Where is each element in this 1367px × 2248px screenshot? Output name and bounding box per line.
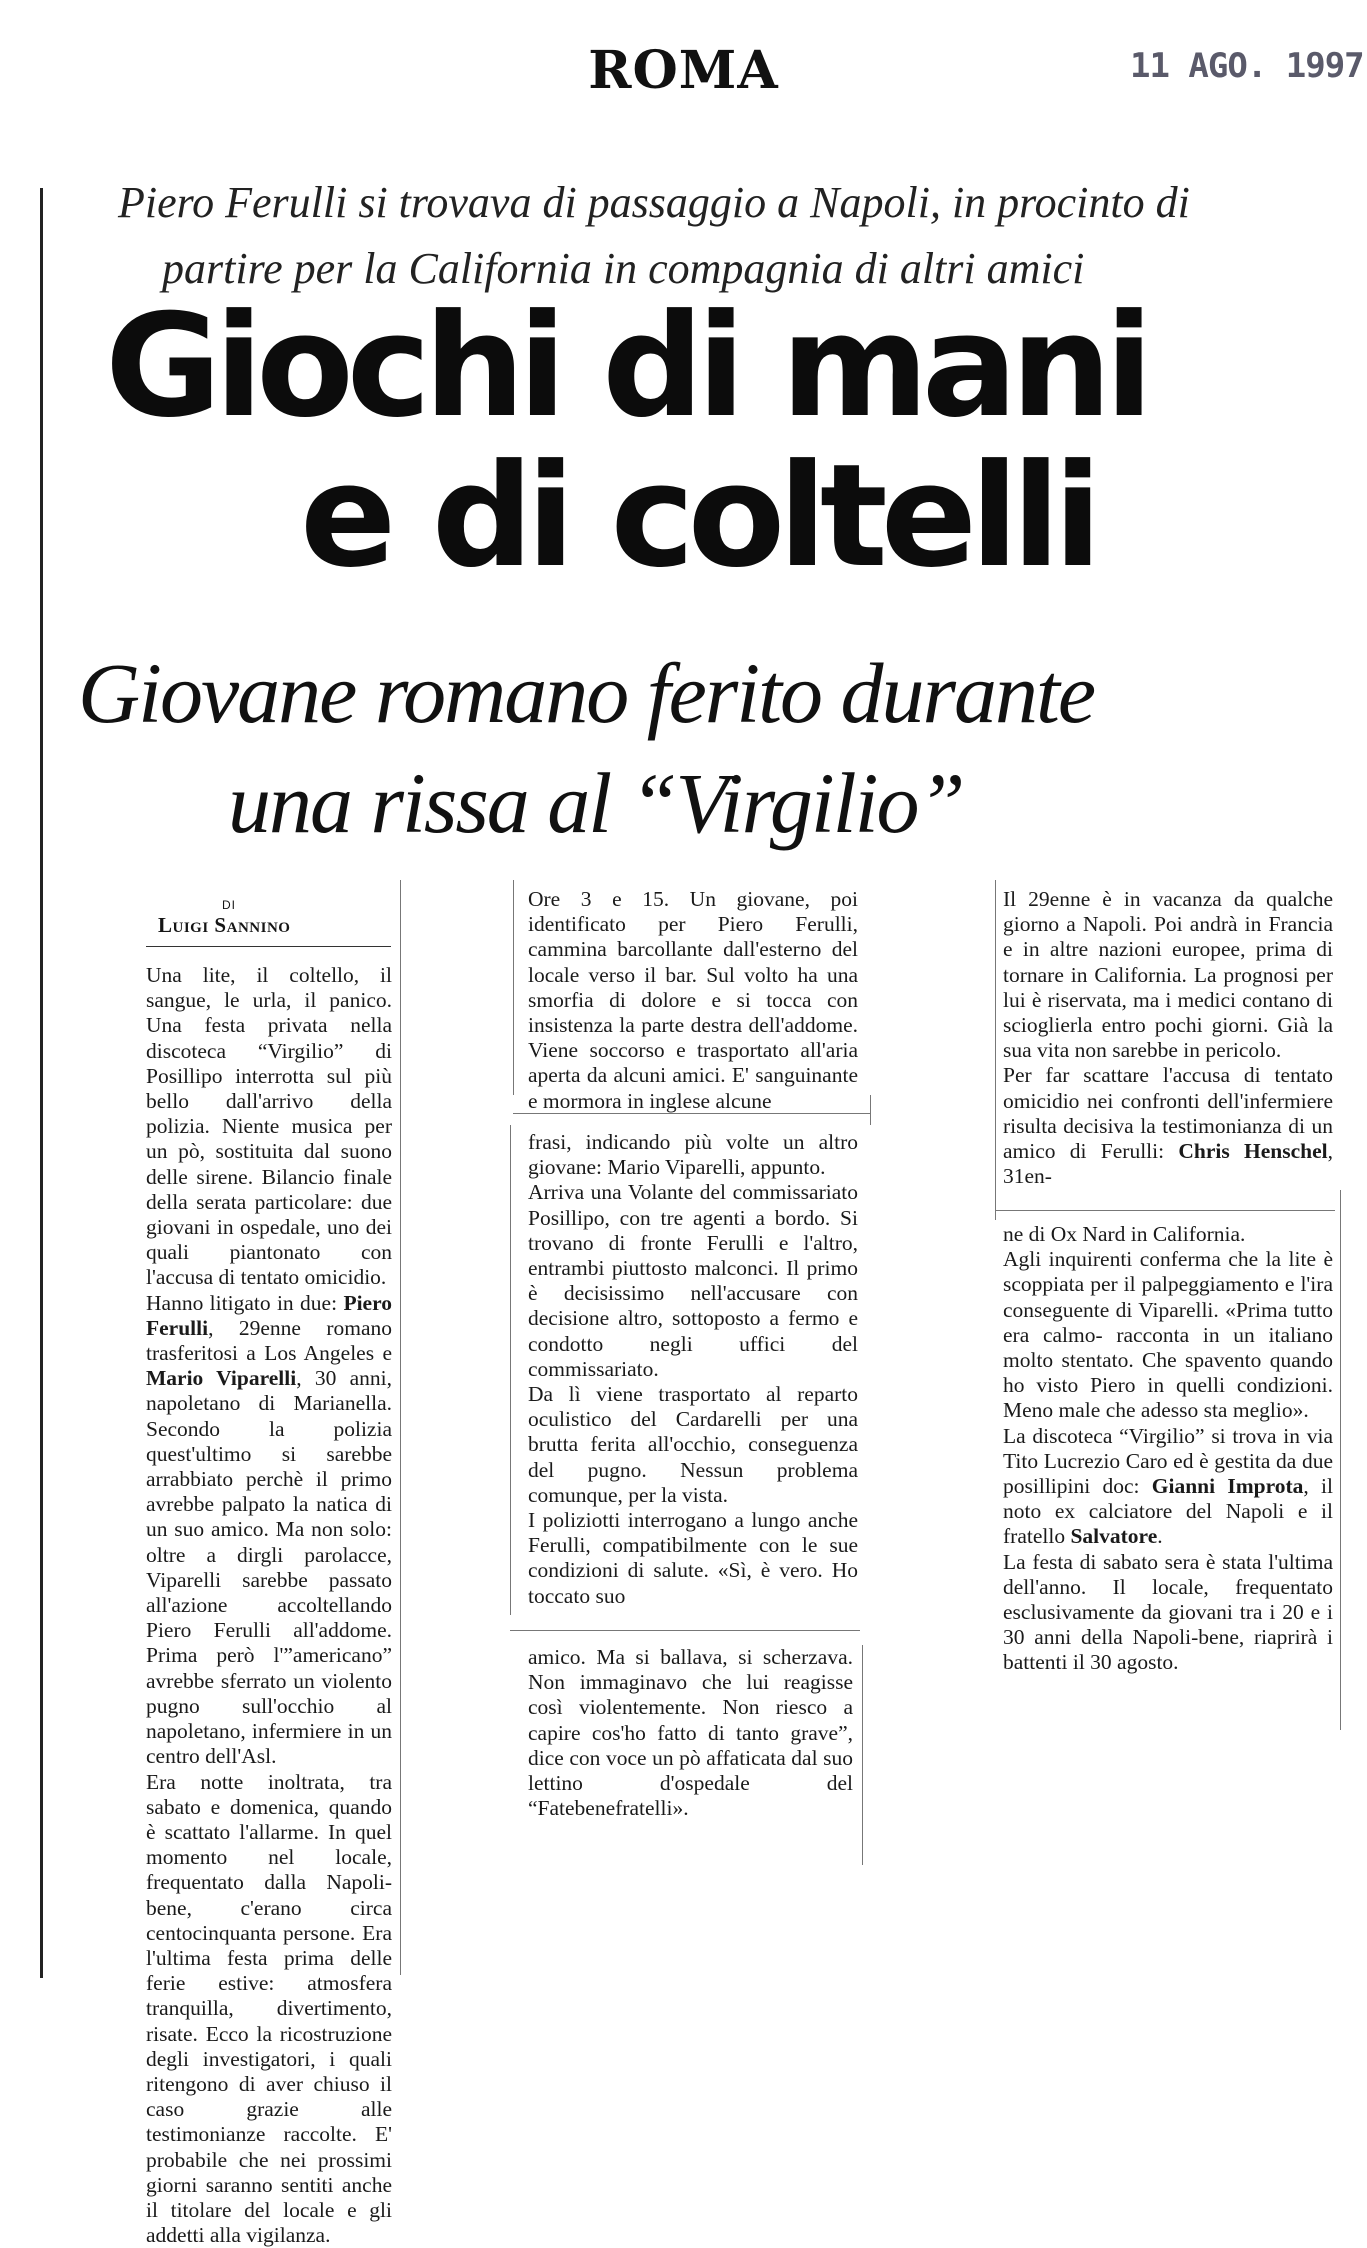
article-column-2-bottom [528,1645,853,1821]
masthead: ROMA [0,40,1367,101]
paragraph: Ore 3 e 15. Un giovane, poi identificato per Piero Ferulli, cammina barcollante dall'esterno del locale verso il bar. Sul volto ha una smorfia di dolore e si tocca con insistenza la parte destra dell'addome. Viene soccorso e trasportato all'aria aperta da alcuni amici. E' sanguinante e mormora in inglese alcune [528,887,858,1114]
person-name: Chris Henschel [1178,1139,1327,1163]
column-divider [1340,1190,1341,1730]
clip-edge [995,1210,1335,1211]
paragraph: Una lite, il coltello, il sangue, le urla, il panico. Una festa privata nella discoteca “Virgilio” di Posillipo interrotta sul più bello dall'arrivo della polizia. Niente musica per un pò, sostituita dal suono delle sirene. Bilancio finale della serata particolare: due giovani in ospedale, uno dei quali piantonato con l'accusa di tentato omicidio. [146,963,392,1291]
person-name: Mario Viparelli [146,1366,296,1390]
paragraph: La festa di sabato sera è stata l'ultima dell'anno. Il locale, frequentato esclusivamente da giovani tra i 20 e i 30 anni della Napoli-bene, riaprirà i battenti il 30 agosto. [1003,1550,1333,1676]
margin-rule [40,188,43,1978]
paragraph: La discoteca “Virgilio” si trova in via Tito Lucrezio Caro ed è gestita da due posillipini doc: Gianni Improta, il noto ex calciatore del Napoli e il fratello Salvatore. [1003,1424,1333,1550]
paragraph: Arriva una Volante del commissariato Posillipo, con tre agenti a bordo. Si trovano di fronte Ferulli e l'altro, entrambi piuttosto malconci. Il primo è decisissimo nell'accusare con decisione altro, sottoposto a fermo e condotto negli uffici del commissariato. [528,1180,858,1382]
column-divider [862,1645,863,1865]
headline-line-2: e di coltelli [105,442,1305,592]
column-divider [513,880,514,1095]
paragraph: Agli inquirenti conferma che la lite è scoppiata per il palpeggiamento e l'ira conseguente di Viparelli. «Prima tutto era calmo- racconta in un italiano molto stentato. Che spavento quando ho visto Piero in quelli condizioni. Meno male che adesso sta meglio». [1003,1247,1333,1423]
kicker-line-1: Piero Ferulli si trovava di passaggio a Napoli, in procinto di [112,170,1262,236]
column-divider [870,1095,871,1125]
byline-author: Luigi Sannino [158,913,290,938]
paragraph: frasi, indicando più volte un altro giovane: Mario Viparelli, appunto. [528,1130,858,1180]
article-column-2-middle [528,1130,858,1609]
article-column-1 [146,963,392,2248]
paragraph: I poliziotti interrogano a lungo anche Ferulli, compatibilmente con le sue condizioni di salute. «Sì, è vero. Ho toccato suo [528,1508,858,1609]
person-name: Salvatore [1070,1524,1157,1548]
subheadline [78,638,1318,858]
person-name: Gianni Improta [1152,1474,1304,1498]
person-name: Piero Ferulli [146,1291,392,1340]
column-divider [995,880,996,1220]
article-column-3-top [1003,887,1333,1189]
byline-rule [146,946,391,947]
paragraph: Hanno litigato in due: Piero Ferulli, 29enne romano trasferitosi a Los Angeles e Mario Viparelli, 30 anni, napoletano di Marianella. Secondo la polizia quest'ultimo si sarebbe arrabbiato perchè il primo avrebbe palpato la natica di un suo amico. Ma non solo: oltre a dirgli parolacce, Viparelli sarebbe passato all'azione accoltellando Piero Ferulli all'addome. Prima però l'”americano” avrebbe sferrato un violento pugno sull'occhio al napoletano, infermiere in un centro dell'Asl. [146,1291,392,1770]
byline-prefix: DI [222,898,236,912]
column-divider [510,1125,511,1615]
paragraph: Da lì viene trasportato al reparto oculistico del Cardarelli per una brutta ferita all'occhio, conseguenza del pugno. Nessun problema comunque, per la vista. [528,1382,858,1508]
paragraph: Il 29enne è in vacanza da qualche giorno a Napoli. Poi andrà in Francia e in altre nazioni europee, prima di tornare in California. La prognosi per lui è riservata, ma i medici contano di scioglierla entro pochi giorni. Già la sua vita non sarebbe in pericolo. [1003,887,1333,1063]
subheadline-line-1: Giovane romano ferito durante [78,638,1318,748]
article-column-3-bottom [1003,1222,1333,1676]
headline [105,292,1305,592]
kicker [112,170,1262,302]
date-stamp: 11 AGO. 1997 [1130,46,1345,86]
clip-edge [510,1630,860,1631]
column-divider [400,880,401,1975]
paragraph: ne di Ox Nard in California. [1003,1222,1333,1247]
headline-line-1: Giochi di mani [105,292,1305,442]
subheadline-line-2: una rissa al “Virgilio” [78,748,1318,858]
kicker-line-2: partire per la California in compagnia di altri amici [112,236,1262,302]
paragraph: amico. Ma si ballava, si scherzava. Non immaginavo che lui reagisse così violentemente. Non riesco a capire cos'ho fatto di tanto grave”, dice con voce un pò affaticata dal suo lettino d'ospedale del “Fatebenefratelli». [528,1645,853,1821]
paragraph: Era notte inoltrata, tra sabato e domenica, quando è scattato l'allarme. In quel momento nel locale, frequentato dalla Napoli-bene, c'erano circa centocinquanta persone. Era l'ultima festa prima delle ferie estive: atmosfera tranquilla, divertimento, risate. Ecco la ricostruzione degli investigatori, i quali ritengono di aver chiuso il caso grazie alle testimonianze raccolte. E' probabile che nei prossimi giorni saranno sentiti anche il titolare del locale e gli addetti alla vigilanza. [146,1770,392,2248]
paragraph: Per far scattare l'accusa di tentato omicidio nei confronti dell'infermiere risulta decisiva la testimonianza di un amico di Ferulli: Chris Henschel, 31en- [1003,1063,1333,1189]
article-column-2-top [528,887,858,1114]
